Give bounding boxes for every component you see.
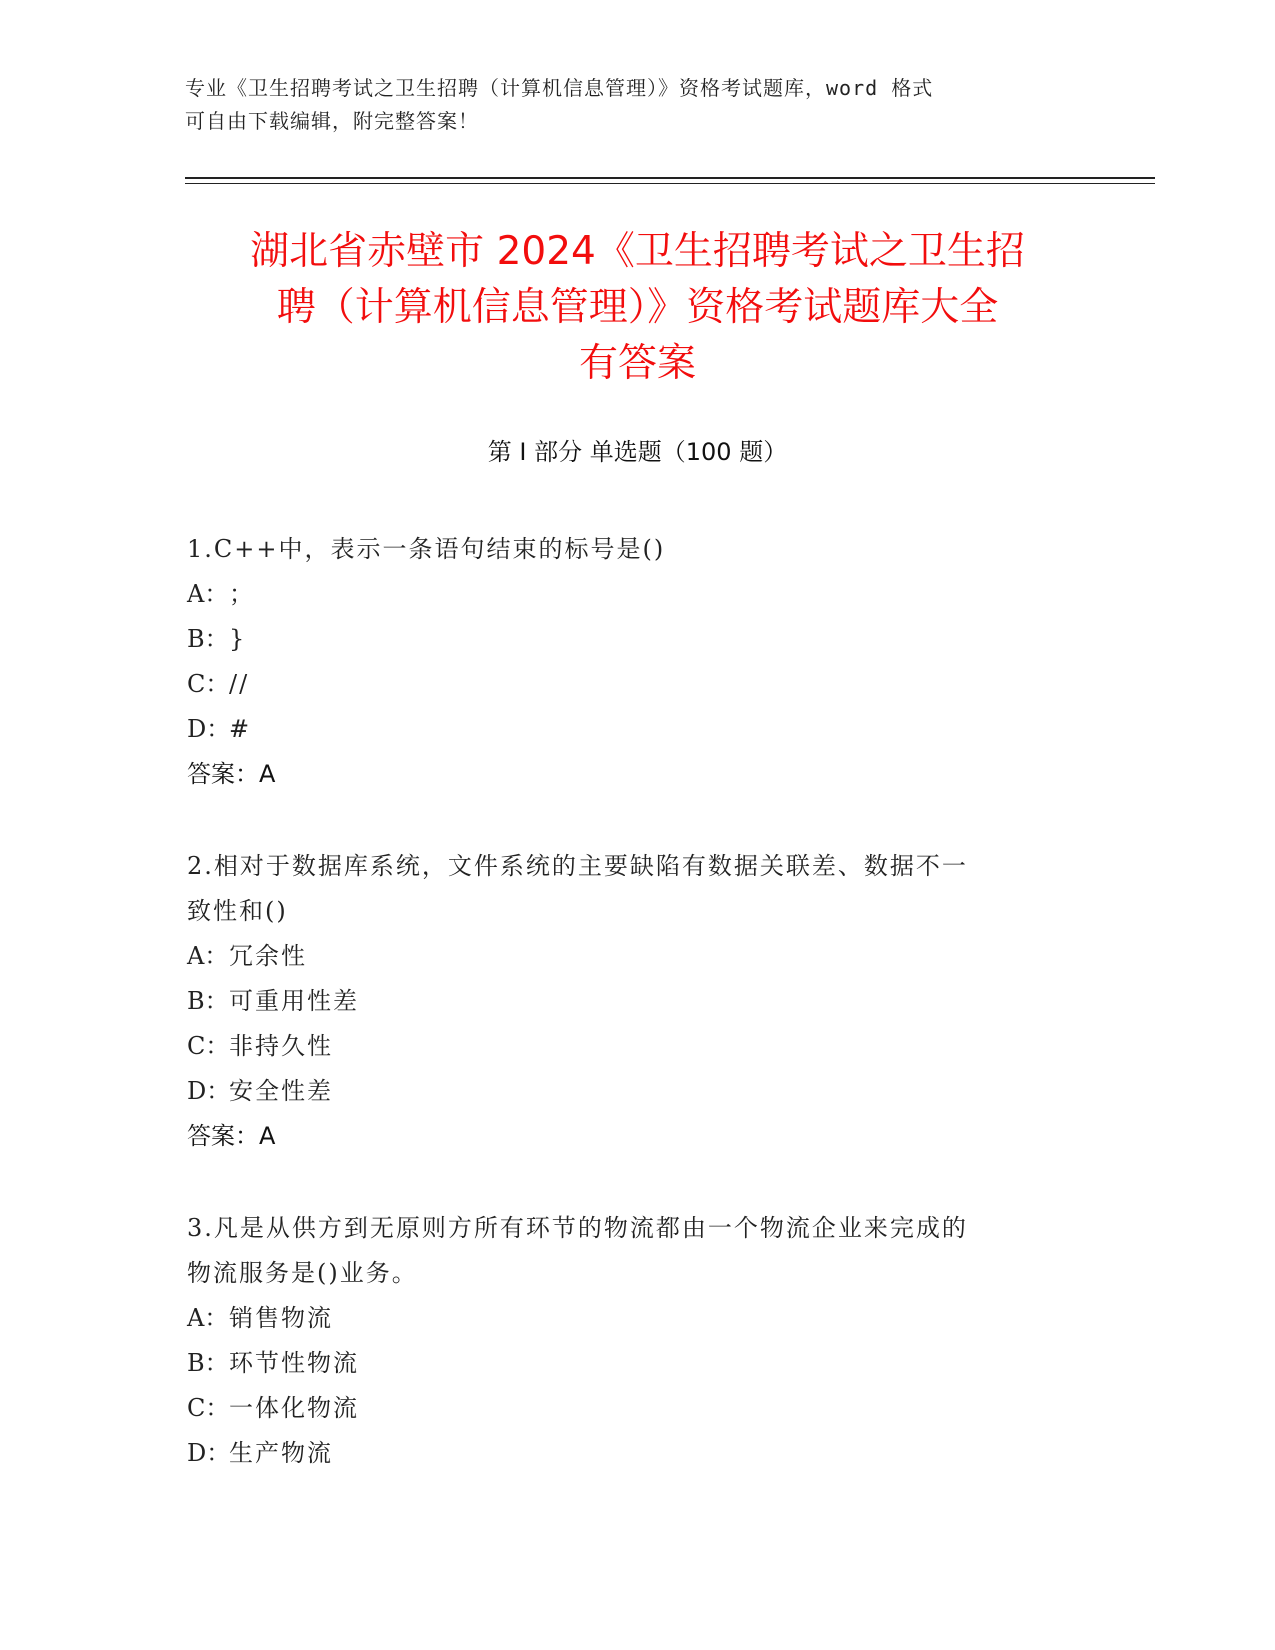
option-d: D：# <box>187 715 252 743</box>
question-3 <box>187 1206 1067 1476</box>
question-stem: 致性和() <box>187 897 288 925</box>
option-d: D：生产物流 <box>187 1439 333 1467</box>
answer: 答案：A <box>187 1122 276 1150</box>
header-note <box>185 72 1065 138</box>
question-stem: 1.C++中，表示一条语句结束的标号是() <box>187 535 666 563</box>
option-d: D：安全性差 <box>187 1077 333 1105</box>
header-divider <box>185 177 1155 179</box>
option-b: B：可重用性差 <box>187 987 359 1015</box>
question-2 <box>187 844 1067 1159</box>
question-stem: 2.相对于数据库系统，文件系统的主要缺陷有数据关联差、数据不一 <box>187 852 968 880</box>
question-1 <box>187 527 1067 797</box>
option-b: B：环节性物流 <box>187 1349 359 1377</box>
question-stem: 物流服务是()业务。 <box>187 1259 418 1287</box>
title-line: 有答案 <box>578 341 696 386</box>
option-c: C：非持久性 <box>187 1032 333 1060</box>
option-b: B：} <box>187 625 247 653</box>
header-note-line: 可自由下载编辑，附完整答案！ <box>185 109 479 133</box>
option-a: A：冗余性 <box>187 942 307 970</box>
document-title <box>150 224 1125 392</box>
title-line: 聘（计算机信息管理）》资格考试题库大全 <box>276 285 999 330</box>
question-stem: 3.凡是从供方到无原则方所有环节的物流都由一个物流企业来完成的 <box>187 1214 968 1242</box>
section-heading: 第 I 部分 单选题（100 题） <box>487 438 788 466</box>
option-a: A：销售物流 <box>187 1304 333 1332</box>
option-c: C：// <box>187 670 250 698</box>
option-c: C：一体化物流 <box>187 1394 359 1422</box>
option-a: A：； <box>187 580 255 608</box>
header-note-line: 专业《卫生招聘考试之卫生招聘（计算机信息管理）》资格考试题库，word 格式 <box>185 76 934 100</box>
answer: 答案：A <box>187 760 276 788</box>
title-line: 湖北省赤壁市 2024《卫生招聘考试之卫生招 <box>250 229 1025 274</box>
header-divider <box>185 183 1155 184</box>
